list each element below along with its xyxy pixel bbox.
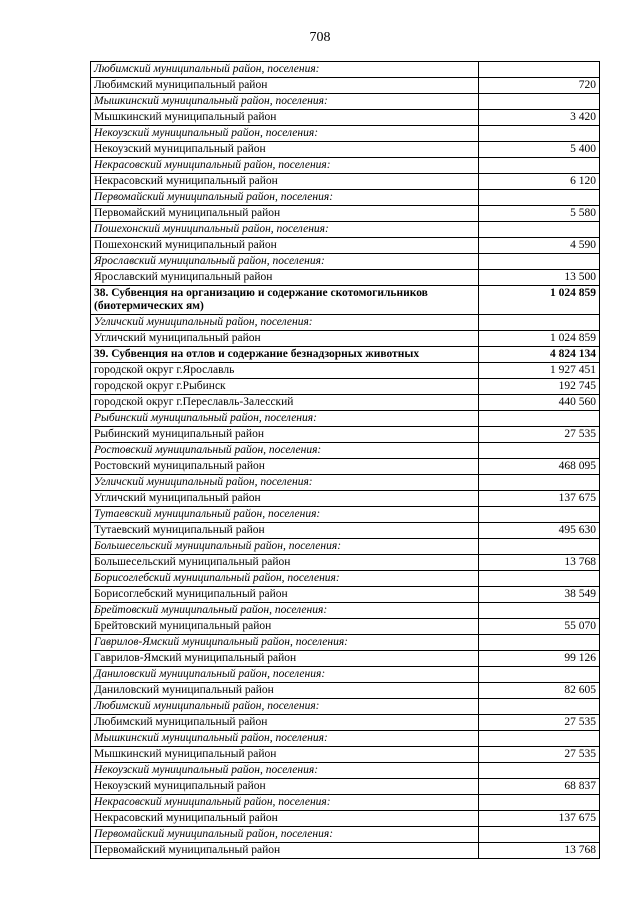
row-label: Мышкинский муниципальный район, поселения: bbox=[91, 731, 479, 747]
subheader-row bbox=[91, 411, 600, 427]
table-row bbox=[91, 779, 600, 795]
subheader-row bbox=[91, 507, 600, 523]
row-label: Некрасовский муниципальный район bbox=[91, 811, 479, 827]
row-label: Ярославский муниципальный район, поселения: bbox=[91, 254, 479, 270]
row-label: Брейтовский муниципальный район, поселения: bbox=[91, 603, 479, 619]
row-value bbox=[479, 571, 600, 587]
row-value bbox=[479, 731, 600, 747]
table-row bbox=[91, 555, 600, 571]
table-row bbox=[91, 331, 600, 347]
row-label: Некоузский муниципальный район bbox=[91, 779, 479, 795]
row-label: Борисоглебский муниципальный район, поселения: bbox=[91, 571, 479, 587]
section-row bbox=[91, 347, 600, 363]
row-label: Некрасовский муниципальный район bbox=[91, 174, 479, 190]
table-row bbox=[91, 747, 600, 763]
row-value: 468 095 bbox=[479, 459, 600, 475]
row-label: Рыбинский муниципальный район, поселения: bbox=[91, 411, 479, 427]
subheader-row bbox=[91, 539, 600, 555]
row-label: Мышкинский муниципальный район, поселения: bbox=[91, 94, 479, 110]
row-value: 13 500 bbox=[479, 270, 600, 286]
table-row bbox=[91, 206, 600, 222]
row-value: 38 549 bbox=[479, 587, 600, 603]
row-value bbox=[479, 222, 600, 238]
row-label: городской округ г.Переславль-Залесский bbox=[91, 395, 479, 411]
subheader-row bbox=[91, 667, 600, 683]
row-value: 13 768 bbox=[479, 843, 600, 859]
row-label: Даниловский муниципальный район bbox=[91, 683, 479, 699]
row-label: Некрасовский муниципальный район, поселения: bbox=[91, 158, 479, 174]
row-label: городской округ г.Рыбинск bbox=[91, 379, 479, 395]
row-value: 82 605 bbox=[479, 683, 600, 699]
row-value: 3 420 bbox=[479, 110, 600, 126]
row-label: Мышкинский муниципальный район bbox=[91, 110, 479, 126]
subheader-row bbox=[91, 699, 600, 715]
row-value bbox=[479, 827, 600, 843]
row-value bbox=[479, 539, 600, 555]
row-label: Ростовский муниципальный район bbox=[91, 459, 479, 475]
table-row bbox=[91, 843, 600, 859]
row-value: 27 535 bbox=[479, 427, 600, 443]
row-label: Первомайский муниципальный район, поселения: bbox=[91, 827, 479, 843]
row-value bbox=[479, 635, 600, 651]
row-label: Угличский муниципальный район bbox=[91, 491, 479, 507]
row-value bbox=[479, 475, 600, 491]
row-label: Угличский муниципальный район, поселения: bbox=[91, 315, 479, 331]
subheader-row bbox=[91, 571, 600, 587]
row-value: 4 590 bbox=[479, 238, 600, 254]
row-label: Рыбинский муниципальный район bbox=[91, 427, 479, 443]
row-value bbox=[479, 126, 600, 142]
row-value bbox=[479, 507, 600, 523]
table-row bbox=[91, 270, 600, 286]
subheader-row bbox=[91, 94, 600, 110]
row-value bbox=[479, 254, 600, 270]
row-value: 55 070 bbox=[479, 619, 600, 635]
row-label: Большесельский муниципальный район, поселения: bbox=[91, 539, 479, 555]
row-label: 38. Субвенция на организацию и содержание скотомогильников (биотермических ям) bbox=[91, 286, 479, 315]
row-label: Брейтовский муниципальный район bbox=[91, 619, 479, 635]
section-row bbox=[91, 286, 600, 315]
row-value bbox=[479, 667, 600, 683]
row-label: Борисоглебский муниципальный район bbox=[91, 587, 479, 603]
subheader-row bbox=[91, 763, 600, 779]
row-label: Некоузский муниципальный район bbox=[91, 142, 479, 158]
subheader-row bbox=[91, 62, 600, 78]
row-value: 192 745 bbox=[479, 379, 600, 395]
table-row bbox=[91, 491, 600, 507]
subheader-row bbox=[91, 222, 600, 238]
subheader-row bbox=[91, 475, 600, 491]
row-label: Первомайский муниципальный район bbox=[91, 206, 479, 222]
row-value: 27 535 bbox=[479, 715, 600, 731]
row-label: Пошехонский муниципальный район, поселения: bbox=[91, 222, 479, 238]
row-value: 137 675 bbox=[479, 811, 600, 827]
subheader-row bbox=[91, 635, 600, 651]
row-value bbox=[479, 411, 600, 427]
table-row bbox=[91, 523, 600, 539]
row-label: Пошехонский муниципальный район bbox=[91, 238, 479, 254]
table-row bbox=[91, 651, 600, 667]
table-row bbox=[91, 715, 600, 731]
subheader-row bbox=[91, 827, 600, 843]
subheader-row bbox=[91, 443, 600, 459]
subheader-row bbox=[91, 315, 600, 331]
row-value: 1 024 859 bbox=[479, 286, 600, 315]
row-label: Даниловский муниципальный район, поселения: bbox=[91, 667, 479, 683]
row-label: Мышкинский муниципальный район bbox=[91, 747, 479, 763]
subheader-row bbox=[91, 731, 600, 747]
row-value: 99 126 bbox=[479, 651, 600, 667]
row-label: Гаврилов-Ямский муниципальный район, поселения: bbox=[91, 635, 479, 651]
table-row bbox=[91, 363, 600, 379]
row-label: Первомайский муниципальный район bbox=[91, 843, 479, 859]
table-row bbox=[91, 379, 600, 395]
row-label: Любимский муниципальный район bbox=[91, 78, 479, 94]
row-label: Угличский муниципальный район, поселения: bbox=[91, 475, 479, 491]
table-row bbox=[91, 78, 600, 94]
table-row bbox=[91, 142, 600, 158]
row-value: 1 927 451 bbox=[479, 363, 600, 379]
subvention-table bbox=[90, 61, 600, 859]
row-value bbox=[479, 158, 600, 174]
row-label: 39. Субвенция на отлов и содержание безнадзорных животных bbox=[91, 347, 479, 363]
row-value bbox=[479, 190, 600, 206]
row-label: Любимский муниципальный район, поселения: bbox=[91, 699, 479, 715]
table-row bbox=[91, 395, 600, 411]
row-value: 6 120 bbox=[479, 174, 600, 190]
table-row bbox=[91, 110, 600, 126]
row-value: 5 580 bbox=[479, 206, 600, 222]
table-row bbox=[91, 238, 600, 254]
table-row bbox=[91, 619, 600, 635]
subheader-row bbox=[91, 190, 600, 206]
row-label: Некоузский муниципальный район, поселения: bbox=[91, 126, 479, 142]
row-label: Некоузский муниципальный район, поселения: bbox=[91, 763, 479, 779]
table-row bbox=[91, 587, 600, 603]
row-value bbox=[479, 699, 600, 715]
subheader-row bbox=[91, 603, 600, 619]
row-label: Любимский муниципальный район, поселения: bbox=[91, 62, 479, 78]
subheader-row bbox=[91, 795, 600, 811]
row-label: Ростовский муниципальный район, поселения: bbox=[91, 443, 479, 459]
row-label: Угличский муниципальный район bbox=[91, 331, 479, 347]
table-row bbox=[91, 811, 600, 827]
row-label: городской округ г.Ярославль bbox=[91, 363, 479, 379]
row-value bbox=[479, 603, 600, 619]
row-value: 27 535 bbox=[479, 747, 600, 763]
row-label: Тутаевский муниципальный район, поселения: bbox=[91, 507, 479, 523]
page-number: 708 bbox=[309, 30, 331, 45]
table-row bbox=[91, 683, 600, 699]
row-value: 5 400 bbox=[479, 142, 600, 158]
row-label: Гаврилов-Ямский муниципальный район bbox=[91, 651, 479, 667]
subheader-row bbox=[91, 126, 600, 142]
row-value: 495 630 bbox=[479, 523, 600, 539]
row-value: 1 024 859 bbox=[479, 331, 600, 347]
row-value bbox=[479, 443, 600, 459]
row-label: Тутаевский муниципальный район bbox=[91, 523, 479, 539]
row-label: Любимский муниципальный район bbox=[91, 715, 479, 731]
row-value bbox=[479, 62, 600, 78]
subheader-row bbox=[91, 254, 600, 270]
row-value: 720 bbox=[479, 78, 600, 94]
row-value: 4 824 134 bbox=[479, 347, 600, 363]
row-label: Ярославский муниципальный район bbox=[91, 270, 479, 286]
row-value: 13 768 bbox=[479, 555, 600, 571]
row-value bbox=[479, 94, 600, 110]
table-row bbox=[91, 174, 600, 190]
row-label: Первомайский муниципальный район, поселения: bbox=[91, 190, 479, 206]
row-label: Некрасовский муниципальный район, поселения: bbox=[91, 795, 479, 811]
row-value: 68 837 bbox=[479, 779, 600, 795]
row-value: 137 675 bbox=[479, 491, 600, 507]
row-value: 440 560 bbox=[479, 395, 600, 411]
table-row bbox=[91, 459, 600, 475]
row-label: Большесельский муниципальный район bbox=[91, 555, 479, 571]
row-value bbox=[479, 763, 600, 779]
row-value bbox=[479, 315, 600, 331]
subheader-row bbox=[91, 158, 600, 174]
row-value bbox=[479, 795, 600, 811]
table-row bbox=[91, 427, 600, 443]
